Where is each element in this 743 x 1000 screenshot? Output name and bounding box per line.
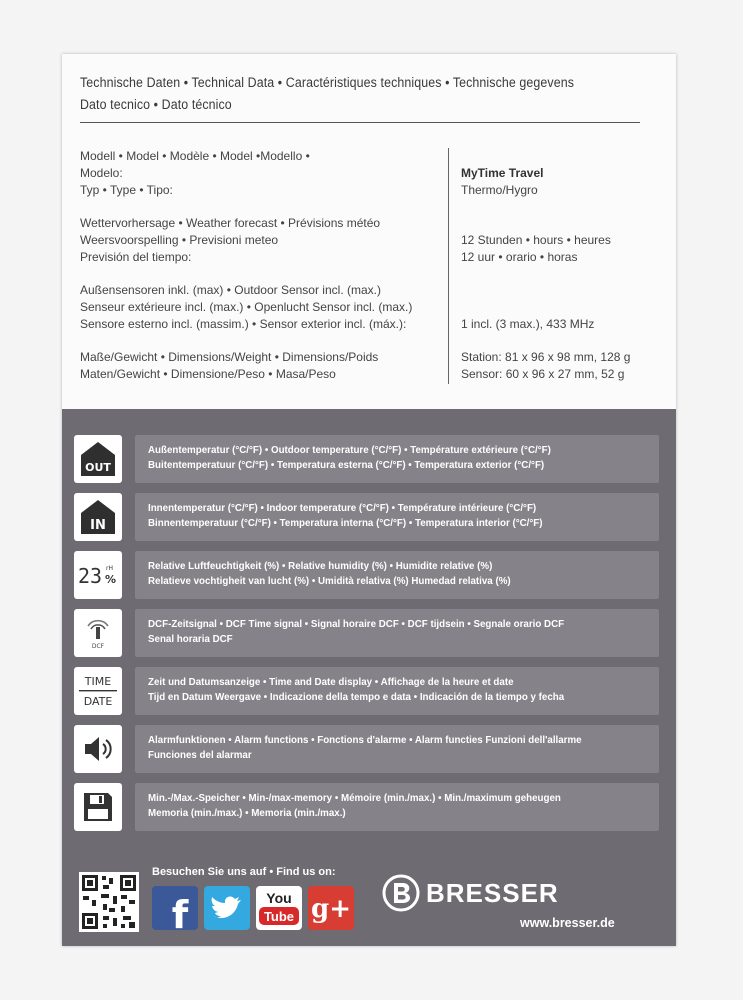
out-icon: [74, 435, 122, 483]
feature-row-memory: [74, 783, 666, 831]
feature-row-time-date: [74, 667, 666, 715]
spec-value-model: MyTime Travel Thermo/Hygro: [461, 166, 544, 197]
svg-text:Tube: Tube: [263, 909, 295, 924]
spec-label-forecast: Wettervorhersage • Weather forecast • Prévisions météo Weersvoorspelling • Previsioni meteo Previsión del tiempo:: [80, 216, 381, 264]
title-line-2: Dato tecnico • Dato técnico: [80, 97, 232, 112]
spec-label-model: Modell • Model • Modèle • Model •Modello • Modelo: Typ • Type • Tipo:: [80, 149, 310, 197]
twitter-icon[interactable]: [204, 886, 250, 930]
find-us-text: Besuchen Sie uns auf • Find us on:: [152, 866, 336, 878]
feature-text-time-date: Zeit und Datumsanzeige • Time and Date display • Affichage de la heure et date Tijd en Datum Weergave • Indicazione della tempo e data • Indicación de la tiempo y fecha: [135, 667, 659, 715]
svg-text:DCF: DCF: [91, 643, 105, 650]
spec-value-sensor: 1 incl. (3 max.), 433 MHz: [461, 317, 595, 331]
feature-row-indoor: [74, 493, 666, 541]
google-plus-icon[interactable]: [308, 886, 354, 930]
bresser-logo: [382, 874, 559, 912]
svg-text:g+: g+: [311, 894, 351, 924]
svg-text:%: %: [105, 573, 117, 586]
title-divider: [80, 122, 640, 123]
feature-text-outdoor: Außentemperatur (°C/°F) • Outdoor temperature (°C/°F) • Température extérieure (°C/°F) Buitentemperatuur (°C/°F) • Temperatura esterna (°C/°F) • Temperatura exterior (°C/°F): [135, 435, 659, 483]
page-title: [80, 72, 595, 116]
feature-text-alarm: Alarmfunktionen • Alarm functions • Fonctions d'alarme • Alarm functies Funzioni dell'allarme Funciones del alarmar: [135, 725, 659, 773]
feature-row-outdoor: [74, 435, 666, 483]
time-date-icon: [74, 667, 122, 715]
svg-text:IN: IN: [90, 518, 106, 533]
brand-name: BRESSER: [426, 877, 559, 908]
in-icon: [74, 493, 122, 541]
svg-text:TIME: TIME: [84, 675, 112, 688]
spec-card: [62, 54, 676, 946]
svg-text:DATE: DATE: [83, 695, 113, 708]
title-line-1: Technische Daten • Technical Data • Caractéristiques techniques • Technische gegevens: [80, 75, 575, 90]
spec-value-dimensions: Station: 81 x 96 x 98 mm, 128 g Sensor: 60 x 96 x 27 mm, 52 g: [461, 350, 631, 381]
humidity-icon: [74, 551, 122, 599]
feature-text-dcf: DCF-Zeitsignal • DCF Time signal • Signal horaire DCF • DCF tijdsein • Segnale orario DCF Senal horaria DCF: [135, 609, 659, 657]
technical-data-section: [62, 54, 676, 409]
speaker-icon: [74, 725, 122, 773]
svg-text:OUT: OUT: [85, 461, 111, 474]
svg-text:23: 23: [78, 564, 103, 588]
qr-code-icon: [79, 872, 139, 932]
spec-label-sensor: Außensensoren inkl. (max) • Outdoor Sensor incl. (max.) Senseur extérieure incl. (max.) • Openlucht Sensor incl. (max.) Sensore esterno incl. (massim.) • Sensor exterior incl. (máx.):: [80, 283, 413, 331]
youtube-icon[interactable]: [256, 886, 302, 930]
feature-row-humidity: [74, 551, 666, 599]
bresser-logo-icon: [382, 874, 420, 912]
svg-text:rH: rH: [106, 565, 113, 572]
dcf-icon: [74, 609, 122, 657]
feature-row-dcf: [74, 609, 666, 657]
svg-text:You: You: [266, 890, 292, 906]
spec-label-dimensions: Maße/Gewicht • Dimensions/Weight • Dimensions/Poids Maten/Gewicht • Dimensione/Peso • Masa/Peso: [80, 350, 379, 381]
memory-icon: [74, 783, 122, 831]
svg-text:f: f: [171, 893, 189, 930]
facebook-icon[interactable]: [152, 886, 198, 930]
spec-value-forecast: 12 Stunden • hours • heures 12 uur • orario • horas: [461, 233, 611, 264]
feature-row-alarm: [74, 725, 666, 773]
feature-text-humidity: Relative Luftfeuchtigkeit (%) • Relative humidity (%) • Humidite relative (%) Relatieve vochtigheit van lucht (%) • Umidità relativa (%) Humedad relativa (%): [135, 551, 659, 599]
feature-text-memory: Min.-/Max.-Speicher • Min-/max-memory • Mémoire (min./max.) • Min./maximum geheugen Memoria (min./max.) • Memoria (min./max.): [135, 783, 659, 831]
feature-text-indoor: Innentemperatur (°C/°F) • Indoor temperature (°C/°F) • Température intérieure (°C/°F) Binnentemperatuur (°C/°F) • Temperatura interna (°C/°F) • Temperatura interior (°C/°F): [135, 493, 659, 541]
website-url[interactable]: www.bresser.de: [520, 916, 615, 930]
